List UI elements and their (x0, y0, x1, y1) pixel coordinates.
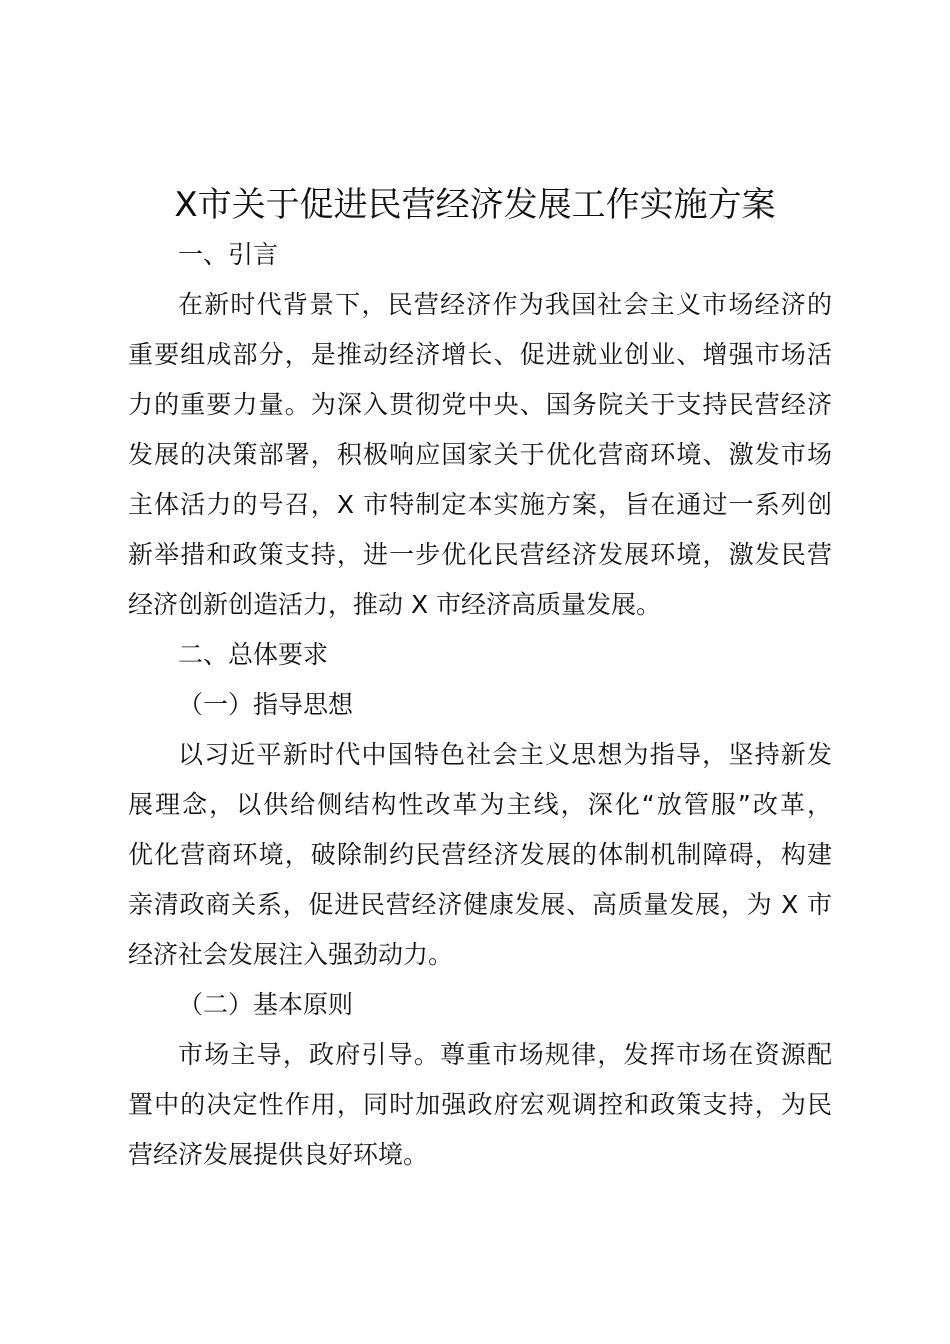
section-heading-general-requirements: 二、总体要求 (178, 640, 329, 669)
document-body (128, 230, 832, 1180)
paragraph-guiding-ideology (128, 730, 832, 980)
document-title: X市关于促进民营经济发展工作实施方案 (174, 185, 776, 225)
text-line: 营经济发展提供良好环境。 (128, 1140, 429, 1169)
subsection-heading-basic-principles: （二）基本原则 (178, 990, 354, 1019)
section-heading-introduction: 一、引言 (178, 240, 279, 269)
text-line: 置中的决定性作用，同时加强政府宏观调控和政策支持，为民 (128, 1090, 832, 1119)
text-line: 力的重要力量。为深入贯彻党中央、国务院关于支持民营经济 (128, 390, 832, 419)
paragraph-introduction (128, 280, 832, 630)
text-line: 经济社会发展注入强劲动力。 (128, 940, 454, 969)
text-line: 亲清政商关系，促进民营经济健康发展、高质量发展，为 X 市 (128, 890, 832, 919)
text-line: 新举措和政策支持，进一步优化民营经济发展环境，激发民营 (128, 540, 832, 569)
text-line: 在新时代背景下，民营经济作为我国社会主义市场经济的 (178, 290, 832, 319)
text-line: 经济创新创造活力，推动 X 市经济高质量发展。 (128, 590, 662, 619)
text-line: 主体活力的号召，X 市特制定本实施方案，旨在通过一系列创 (128, 490, 832, 519)
text-line: 发展的决策部署，积极响应国家关于优化营商环境、激发市场 (128, 440, 832, 469)
text-line: 重要组成部分，是推动经济增长、促进就业创业、增强市场活 (128, 340, 832, 369)
text-line: 展理念，以供给侧结构性改革为主线，深化“放管服”改革， (128, 790, 832, 819)
text-line: 市场主导，政府引导。尊重市场规律，发挥市场在资源配 (178, 1040, 832, 1069)
text-line: 以习近平新时代中国特色社会主义思想为指导，坚持新发 (178, 740, 832, 769)
subsection-heading-guiding-ideology: （一）指导思想 (178, 690, 354, 719)
text-line: 优化营商环境，破除制约民营经济发展的体制机制障碍，构建 (128, 840, 832, 869)
paragraph-basic-principles (128, 1030, 832, 1180)
